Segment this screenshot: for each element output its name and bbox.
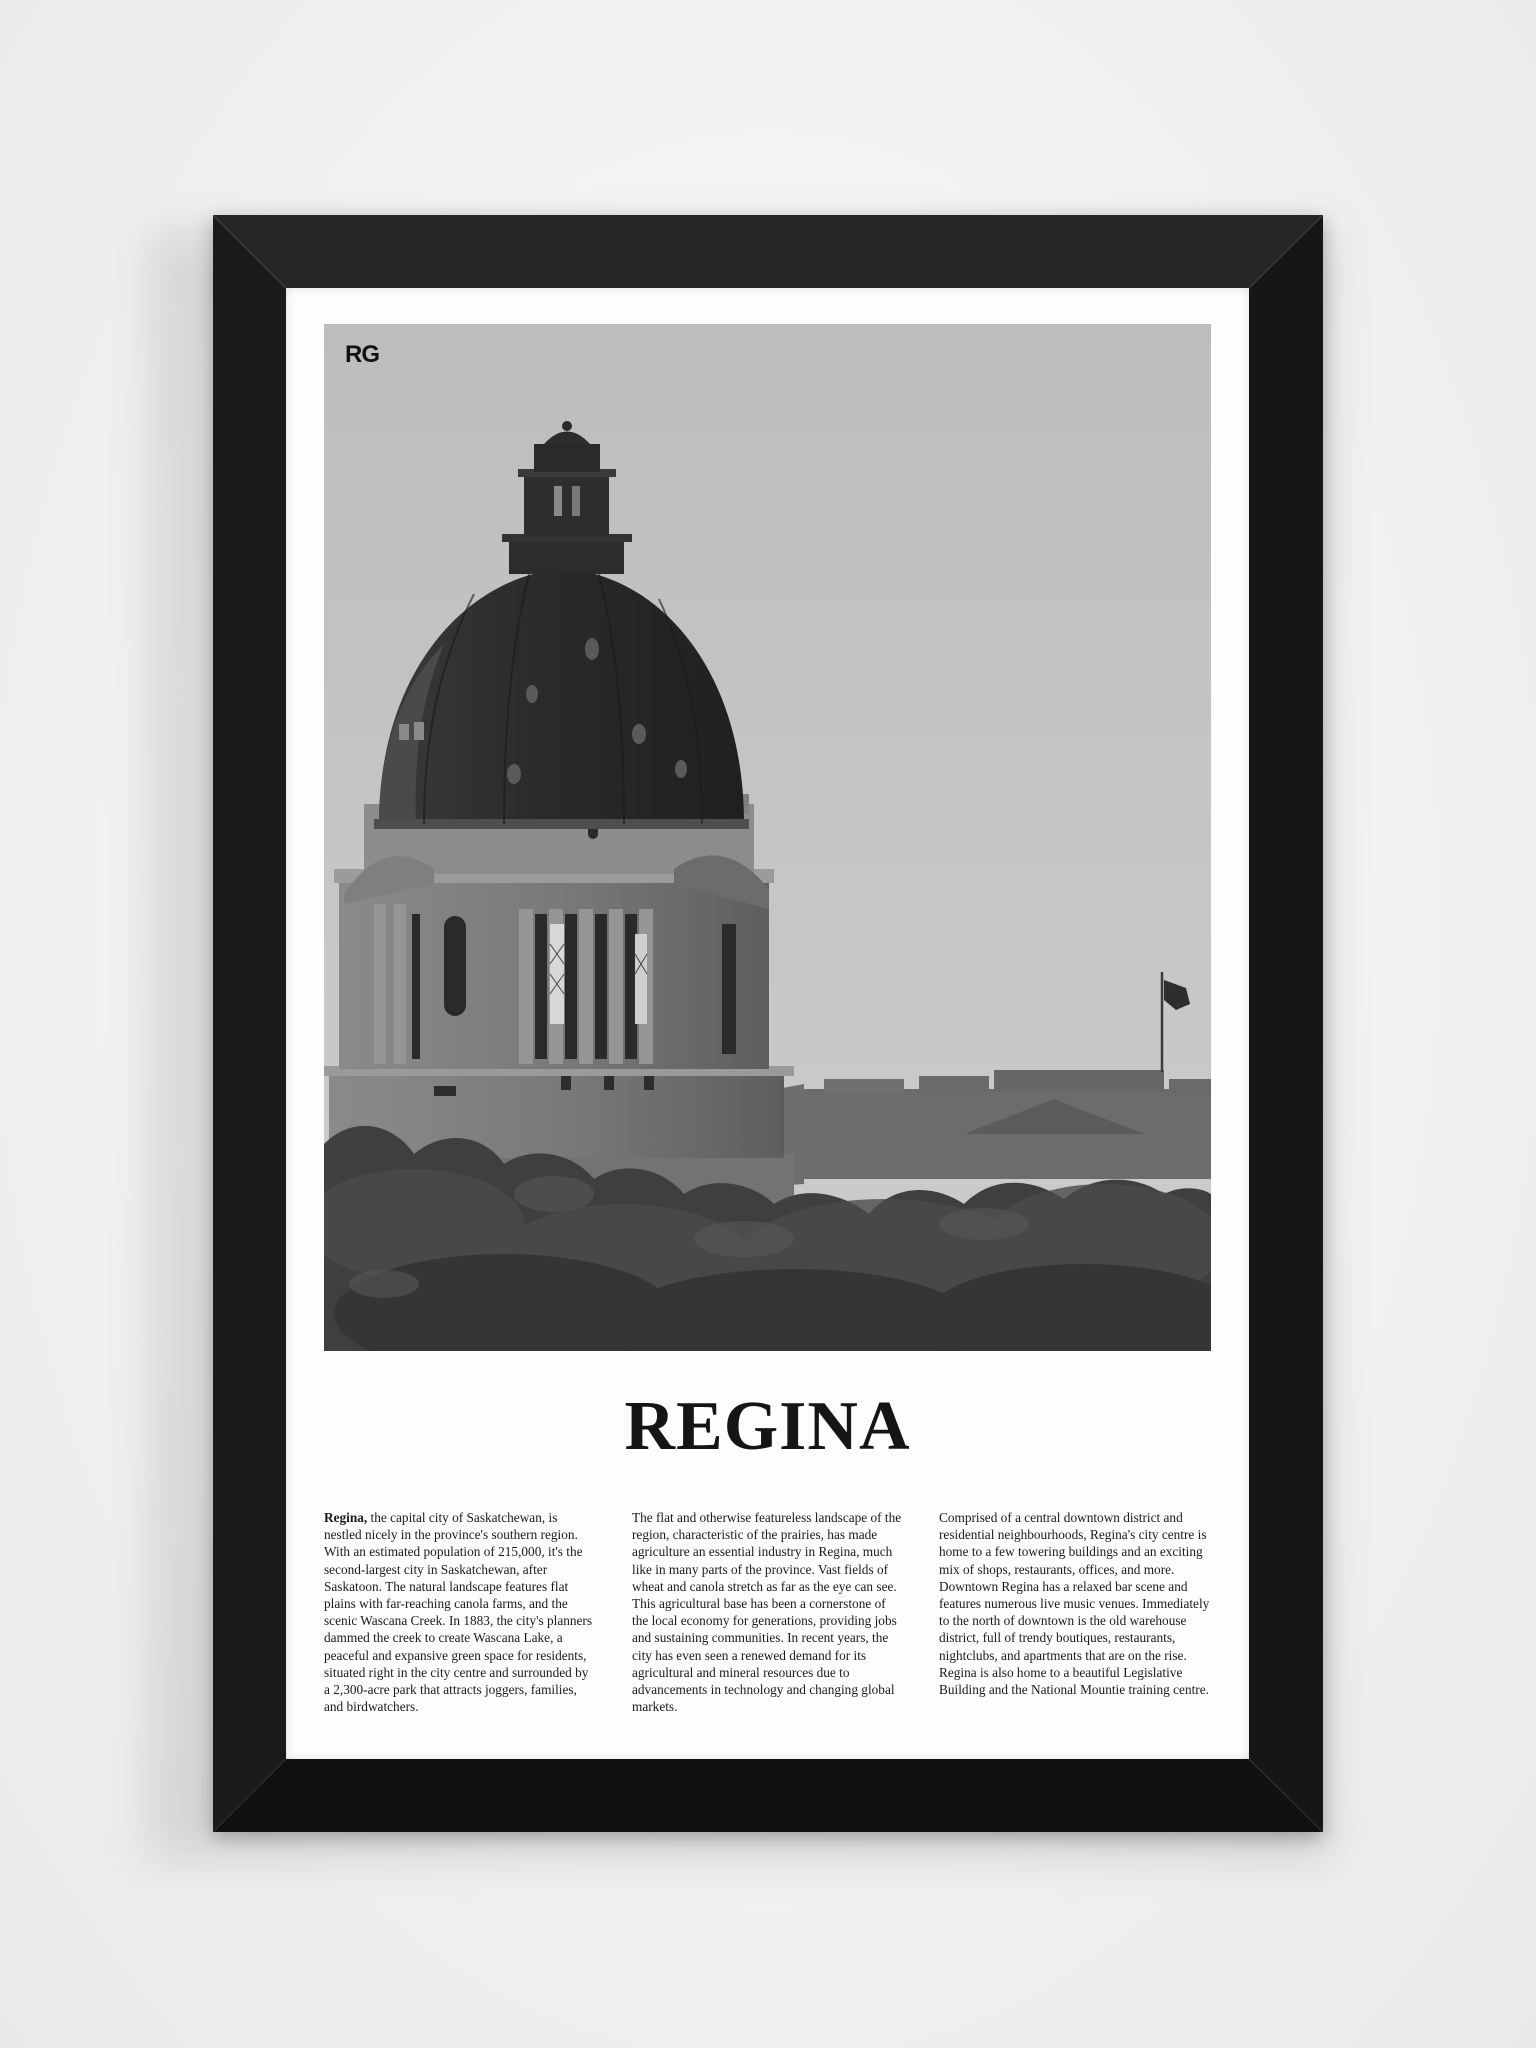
legislative-building-photo [324, 324, 1211, 1351]
monogram: RG [345, 341, 379, 368]
poster-print [286, 288, 1249, 1759]
column-3-body: Comprised of a central downtown district and residential neighbourhoods, Regina's city centre is home to a few towering buildings and an exciting mix of shops, restaurants, offices, and more. Downtown Regina has a relaxed bar scene and features numerous live music venues. Immediately to the north of downtown is the old warehouse district, full of trendy boutiques, restaurants, nightclubs, and apartments that are on the rise. Regina is also home to a beautiful Legislative Building and the National Mountie training centre. [939, 1510, 1210, 1698]
column-1-lead: Regina, [324, 1510, 368, 1525]
text-column-3 [939, 1509, 1211, 1698]
text-column-1 [324, 1509, 596, 1715]
column-1-body: the capital city of Saskatchewan, is nestled nicely in the province's southern region. With an estimated population of 215,000, it's the second-largest city in Saskatchewan, after Saskatoon. The natural landscape features flat plains with far-reaching canola farms, and the scenic Wascana Creek. In 1883, the city's planners dammed the creek to create Wascana Lake, a peaceful and expansive green space for residents, situated right in the city centre and surrounded by a 2,300-acre park that attracts joggers, families, and birdwatchers. [324, 1510, 593, 1715]
column-2-body: The flat and otherwise featureless landscape of the region, characteristic of the prairies, has made agriculture an essential industry in Regina, much like in many parts of the province. Vast fields of wheat and canola stretch as far as the eye can see. This agricultural base has been a cornerstone of the local economy for generations, providing jobs and sustaining communities. In recent years, the city has even seen a renewed demand for its agricultural and mineral resources due to advancements in technology and changing global markets. [632, 1510, 902, 1715]
text-column-2 [632, 1509, 904, 1715]
poster-title: REGINA [624, 1388, 911, 1465]
